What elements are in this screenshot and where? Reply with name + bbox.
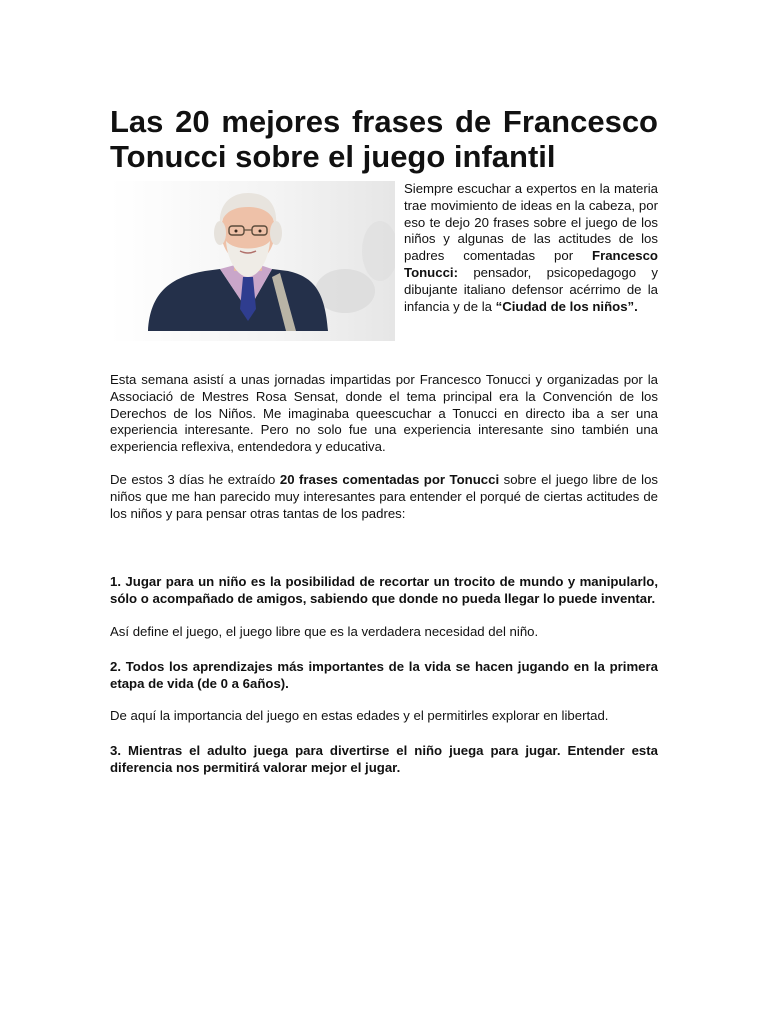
quote-2-comment: De aquí la importancia del juego en estas edades y el permitirles explorar en libertad. xyxy=(110,708,609,724)
body-paragraph-1: Esta semana asistí a unas jornadas impartidas por Francesco Tonucci y organizadas por la Associació de Mestres Rosa Sensat, donde el tema principal era la Convención de los Derechos de los Niños. Me imaginaba queescuchar a Tonucci en directo iba a ser una experiencia interesante. Pero no solo fue una experiencia interesante sino también una experiencia reflexiva, entendedora y educativa. xyxy=(110,372,658,455)
paragraph2-bold: 20 frases comentadas por Tonucci xyxy=(279,471,500,487)
intro-text-middle: pensador, psicopedagogo y dibujante italiano defensor acérrimo de la infancia y de la xyxy=(404,264,658,314)
quote-1-comment: Así define el juego, el juego libre que es la verdadera necesidad del niño. xyxy=(110,623,539,639)
quote-2: 2. Todos los aprendizajes más importantes de la vida se hacen jugando en la primera etapa de vida (de 0 a 6años). xyxy=(110,658,658,691)
intro-text-before: Siempre escuchar a expertos en la materia trae movimiento de ideas en la cabeza, por eso te dejo 20 frases sobre el juego de los niños y algunas de las actitudes de los padres comentadas por xyxy=(404,181,658,264)
intro-paragraph xyxy=(404,181,658,315)
body-paragraph-2 xyxy=(110,472,658,522)
quote-3: 3. Mientras el adulto juega para divertirse el niño juega para jugar. Entender esta diferencia nos permitirá valorar mejor el jugar. xyxy=(110,743,658,775)
paragraph2-after: sobre el juego libre de los niños que me han parecido muy interesantes para entender el porqué de ciertas actitudes de los niños y para pensar otras tantas de los padres: xyxy=(110,471,658,521)
portrait-image xyxy=(110,181,395,341)
paragraph2-before: De estos 3 días he extraído xyxy=(110,471,280,487)
intro-section xyxy=(110,181,658,353)
author-name: Francesco Tonucci: xyxy=(404,248,658,280)
document-page xyxy=(110,104,658,777)
city-of-children: “Ciudad de los niños”. xyxy=(495,298,638,314)
author-photo xyxy=(110,181,395,341)
quotes-list xyxy=(110,574,658,776)
quote-1: 1. Jugar para un niño es la posibilidad de recortar un trocito de mundo y manipularlo, sólo o acompañado de amigos, sabiendo que donde no pueda llegar lo puede inventar. xyxy=(110,574,658,607)
document-title: Las 20 mejores frases de Francesco Tonucci sobre el juego infantil xyxy=(110,104,658,174)
